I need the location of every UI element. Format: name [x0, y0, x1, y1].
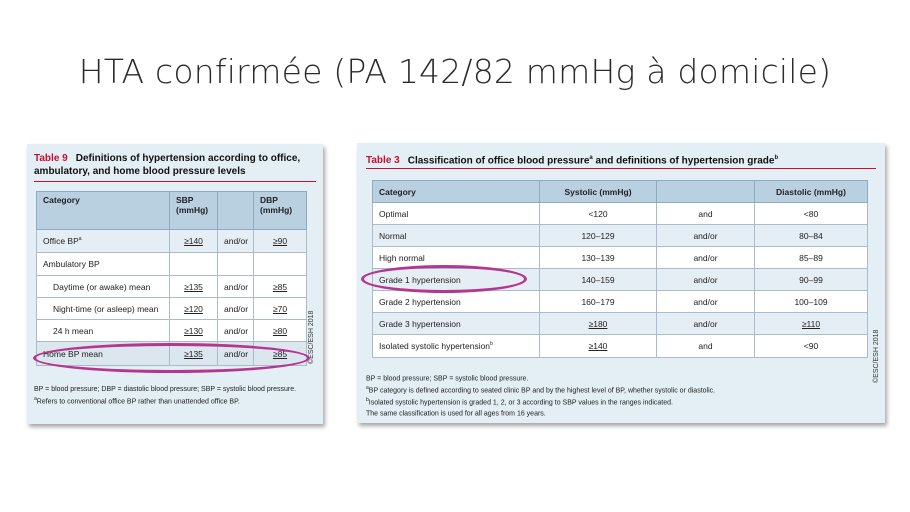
- row-op: and: [657, 203, 755, 225]
- row-sbp: ≥135: [170, 276, 218, 298]
- row-dbp: ≥85: [254, 342, 307, 366]
- row-op: and/or: [657, 247, 755, 269]
- table9-footnote-2: $^a$Refers to conventional office BP rather than unattended office BP.: [34, 395, 240, 405]
- table9-title-rule: [34, 181, 316, 182]
- row-category: Daytime (or awake) mean: [37, 276, 170, 298]
- row-dbp: ≥90: [254, 230, 307, 253]
- row-op: and/or: [657, 313, 755, 335]
- row-category: 24 h mean: [37, 320, 170, 342]
- table-row: [37, 320, 307, 342]
- row-sbp: ≥140: [170, 230, 218, 253]
- row-dbp: [254, 253, 307, 276]
- table3-footnote: BP = blood pressure; SBP = systolic blood pressure.: [366, 375, 529, 383]
- table9: [36, 191, 307, 366]
- table3-footnote: $^a$BP category is defined according to seated clinic BP and by the highest level of BP, whether systolic or diastolic.: [366, 384, 716, 395]
- table-row: [373, 225, 868, 247]
- row-category: Home BP mean: [37, 342, 170, 366]
- row-category: Night-time (or asleep) mean: [37, 298, 170, 320]
- row-diastolic: 85–89: [755, 247, 868, 269]
- table3-header-diastolic: Diastolic (mmHg): [755, 181, 868, 203]
- table3-footnotes: [366, 372, 866, 419]
- row-sbp: [170, 253, 218, 276]
- row-op: and/or: [218, 320, 254, 342]
- row-category: Grade 2 hypertension: [373, 291, 540, 313]
- table-row: [373, 203, 868, 225]
- row-category: Grade 1 hypertension: [373, 269, 540, 291]
- row-systolic: <120: [540, 203, 657, 225]
- row-systolic: 120–129: [540, 225, 657, 247]
- row-op: and/or: [218, 298, 254, 320]
- table3-footnote: The same classification is used for all ages from 16 years.: [366, 410, 546, 418]
- row-op: and/or: [657, 225, 755, 247]
- row-sbp: ≥120: [170, 298, 218, 320]
- table9-panel: [27, 144, 323, 424]
- table9-header-row: [37, 192, 307, 230]
- row-op: and/or: [657, 269, 755, 291]
- table-row: [37, 276, 307, 298]
- table9-title: Definitions of hypertension according to office, ambulatory, and home blood pressure levels: [34, 153, 301, 177]
- row-systolic: ≥180: [540, 313, 657, 335]
- slide-title: HTA confirmée (PA 142/82 mmHg à domicile): [78, 52, 832, 91]
- row-category: Grade 3 hypertension: [373, 313, 540, 335]
- table3-header-row: [373, 181, 868, 203]
- table3-header-blank: [657, 181, 755, 203]
- table9-header-category: Category: [37, 192, 170, 230]
- table-row: [37, 253, 307, 276]
- table3-number: Table 3: [366, 155, 400, 167]
- table-row: [373, 335, 868, 358]
- row-op: and/or: [657, 291, 755, 313]
- row-sbp: ≥130: [170, 320, 218, 342]
- table3-title-rule: [366, 168, 876, 169]
- table-row: [37, 298, 307, 320]
- table3-copyright: ©ESC/ESH 2018: [873, 329, 880, 383]
- table3-header-category: Category: [373, 181, 540, 203]
- table-row: [373, 291, 868, 313]
- table9-footnotes: [34, 385, 316, 406]
- row-op: and/or: [218, 230, 254, 253]
- table-row: [373, 313, 868, 335]
- row-category: Isolated systolic hypertension$^b$: [373, 335, 540, 358]
- row-dbp: ≥70: [254, 298, 307, 320]
- row-sbp: ≥135: [170, 342, 218, 366]
- row-diastolic: 100–109: [755, 291, 868, 313]
- row-diastolic: 90–99: [755, 269, 868, 291]
- row-diastolic: <80: [755, 203, 868, 225]
- table9-header-blank: [218, 192, 254, 230]
- row-diastolic: <90: [755, 335, 868, 358]
- row-systolic: ≥140: [540, 335, 657, 358]
- row-dbp: ≥85: [254, 276, 307, 298]
- table9-copyright: ©ESC/ESH 2018: [308, 310, 315, 364]
- table3-title: Classification of office blood pressure: [407, 155, 590, 167]
- home-bp-highlight-ellipse: [33, 343, 310, 373]
- table9-footnote-1: BP = blood pressure; DBP = diastolic blood pressure; SBP = systolic blood pressure.: [34, 386, 297, 393]
- row-diastolic: ≥110: [755, 313, 868, 335]
- row-dbp: ≥80: [254, 320, 307, 342]
- table3-footnote: $^b$Isolated systolic hypertension is graded 1, 2, or 3 according to SBP values in the ranges indicated.: [366, 396, 673, 406]
- row-systolic: 130–139: [540, 247, 657, 269]
- grade1-highlight-ellipse: [361, 265, 527, 293]
- row-op: and/or: [218, 342, 254, 366]
- row-category: High normal: [373, 247, 540, 269]
- table9-number: Table 9: [34, 153, 68, 164]
- row-op: and/or: [218, 276, 254, 298]
- row-category: Optimal: [373, 203, 540, 225]
- table-row: [37, 230, 307, 253]
- table9-header-sbp: SBP (mmHg): [170, 192, 218, 230]
- table9-title-block: [34, 152, 314, 178]
- table3-header-systolic: Systolic (mmHg): [540, 181, 657, 203]
- row-category: Ambulatory BP: [37, 253, 170, 276]
- row-systolic: 160–179: [540, 291, 657, 313]
- row-op: and: [657, 335, 755, 358]
- table3-title-block: Table 3 Classification of office blood pressure$^a$ and definitions of hypertension grade$^b$: [366, 155, 779, 167]
- row-category: Normal: [373, 225, 540, 247]
- row-op: [218, 253, 254, 276]
- row-diastolic: 80–84: [755, 225, 868, 247]
- table9-header-dbp: DBP (mmHg): [254, 192, 307, 230]
- row-category: Office $BP^a$: [37, 230, 170, 253]
- row-systolic: 140–159: [540, 269, 657, 291]
